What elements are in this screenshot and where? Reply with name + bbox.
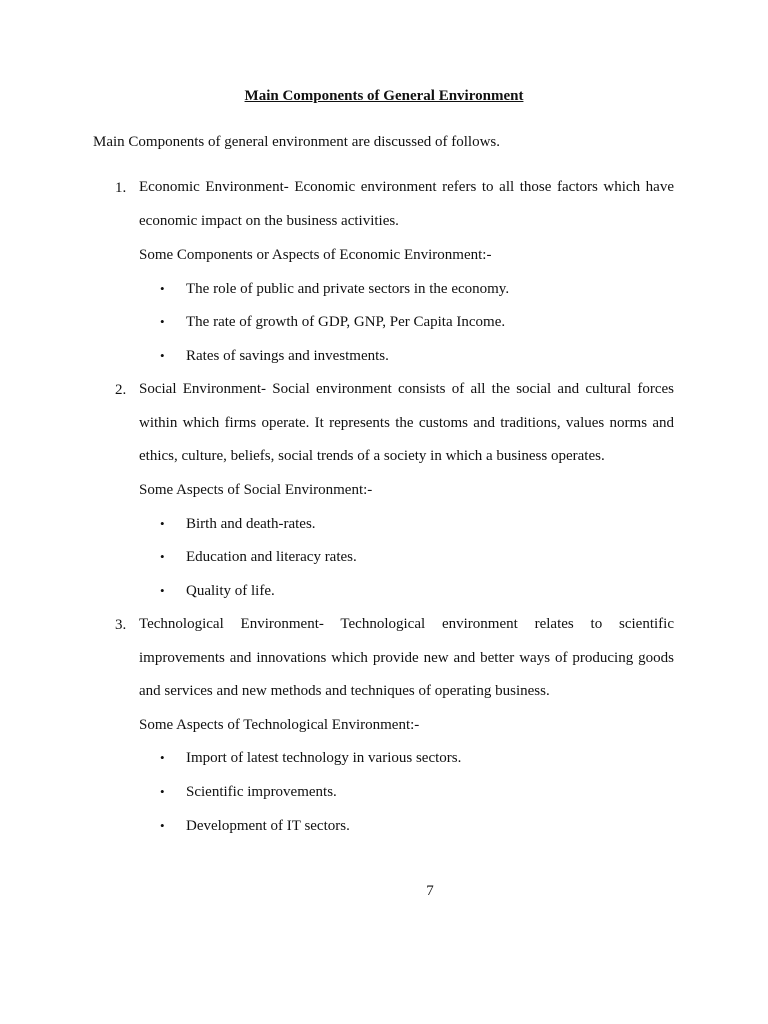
list-item-2-subheading: Some Aspects of Social Environment:- xyxy=(139,482,373,498)
bullet-item xyxy=(160,279,509,299)
bullet-text: Scientific improvements. xyxy=(186,784,337,800)
list-item-2-text: Social Environment- Social environment consists of all the social and cultural forces within which firms operate. It represents the customs and traditions, values norms and ethics, culture, beliefs, social trends of a society in which a business operates. xyxy=(139,381,674,465)
bullet-item xyxy=(160,581,275,601)
bullet-text: Quality of life. xyxy=(186,583,275,599)
bullet-icon: • xyxy=(160,516,165,531)
intro-paragraph: Main Components of general environment are discussed of follows. xyxy=(93,134,500,150)
document-title: Main Components of General Environment xyxy=(244,88,524,104)
list-item-1-subheading: Some Components or Aspects of Economic Environment:- xyxy=(139,247,492,263)
bullet-text: Birth and death-rates. xyxy=(186,516,316,532)
bullet-icon: • xyxy=(160,784,165,799)
bullet-text: The role of public and private sectors in the economy. xyxy=(186,281,510,297)
bullet-item xyxy=(160,312,505,332)
list-number-1: 1. xyxy=(115,180,127,196)
bullet-icon: • xyxy=(160,348,165,363)
bullet-text: Rates of savings and investments. xyxy=(186,348,389,364)
bullet-text: The rate of growth of GDP, GNP, Per Capita Income. xyxy=(186,314,506,330)
list-number-2: 2. xyxy=(115,382,127,398)
bullet-item xyxy=(160,748,461,768)
page-number: 7 xyxy=(426,883,434,899)
bullet-icon: • xyxy=(160,583,165,598)
bullet-icon: • xyxy=(160,818,165,833)
bullet-text: Education and literacy rates. xyxy=(186,549,357,565)
bullet-item xyxy=(160,547,357,567)
bullet-icon: • xyxy=(160,314,165,329)
list-number-3: 3. xyxy=(115,617,127,633)
bullet-item xyxy=(160,782,337,802)
bullet-item xyxy=(160,346,389,366)
list-item-3-subheading: Some Aspects of Technological Environment:- xyxy=(139,717,420,733)
bullet-icon: • xyxy=(160,281,165,296)
bullet-icon: • xyxy=(160,750,165,765)
bullet-icon: • xyxy=(160,549,165,564)
bullet-item xyxy=(160,514,316,534)
bullet-item xyxy=(160,816,350,836)
list-item-3-text: Technological Environment- Technological environment relates to scientific improvements and innovations which provide new and better ways of producing goods and services and new methods and techniques of operating business. xyxy=(139,616,674,700)
bullet-text: Import of latest technology in various sectors. xyxy=(186,750,462,766)
list-item-1-text: Economic Environment- Economic environment refers to all those factors which have economic impact on the business activities. xyxy=(139,179,674,229)
bullet-text: Development of IT sectors. xyxy=(186,818,350,834)
